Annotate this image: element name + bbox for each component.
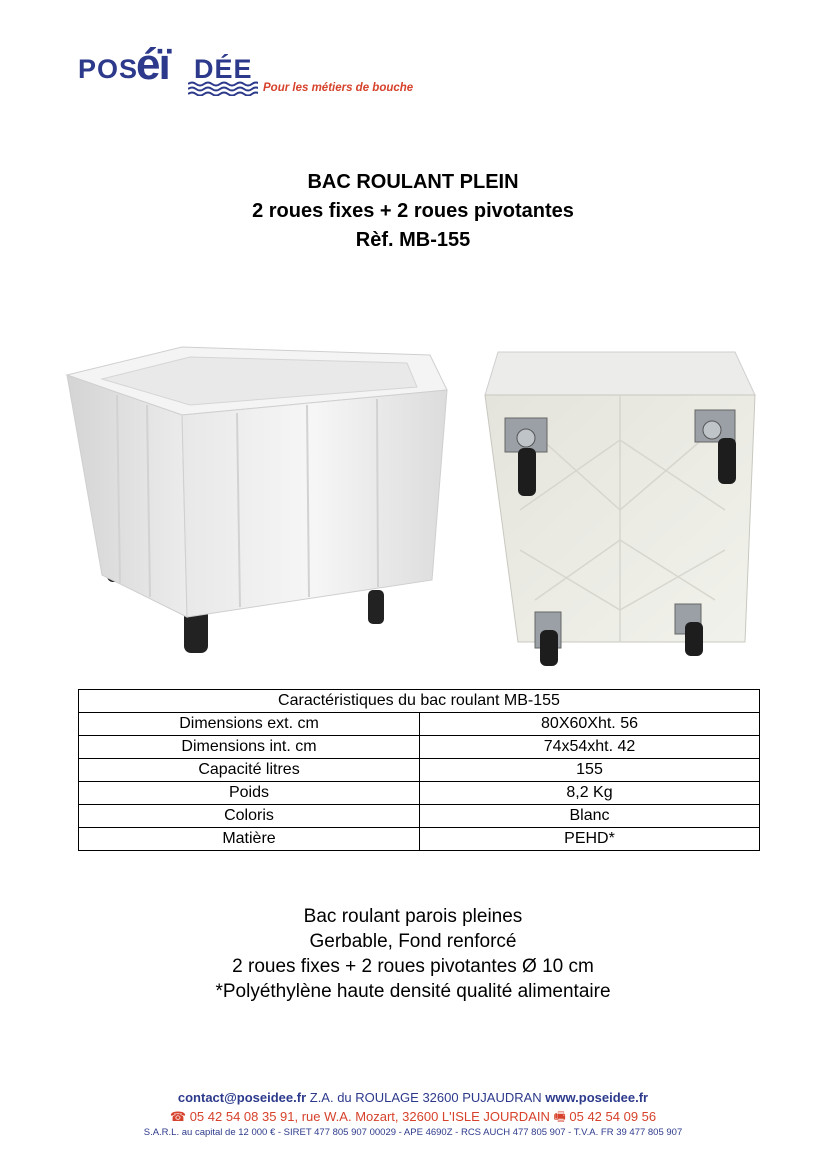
row-label: Capacité litres [79,759,420,782]
table-header-row [79,690,760,713]
product-title [0,168,826,255]
footer-phone: 05 42 54 08 35 91, rue W.A. Mozart, 32600 L'ISLE JOURDAIN [186,1109,554,1124]
footer-fax: 05 42 54 09 56 [565,1109,657,1124]
row-value: 80X60Xht. 56 [420,713,760,736]
row-value: Blanc [420,805,760,828]
logo-text-ei: éï [136,40,169,89]
row-label: Matière [79,828,420,851]
title-line-2: 2 roues fixes + 2 roues pivotantes [252,200,574,222]
product-photo-underside [480,350,770,680]
footer-address-1: Z.A. du ROULAGE 32600 PUJAUDRAN [306,1090,546,1105]
row-value: 74x54xht. 42 [420,736,760,759]
footer-legal: S.A.R.L. au capital de 12 000 € - SIRET 477 805 907 00029 - APE 4690Z - RCS AUCH 477 805 907 - T.V.A. FR 39 477 805 907 [143,1127,683,1138]
description-line-2: Gerbable, Fond renforcé [309,931,517,952]
row-value: 8,2 Kg [420,782,760,805]
row-value: PEHD* [420,828,760,851]
footer [0,1088,826,1140]
row-label: Poids [79,782,420,805]
product-description [0,904,826,1004]
table-header: Caractéristiques du bac roulant MB-155 [79,690,760,713]
description-line-3: 2 roues fixes + 2 roues pivotantes Ø 10 cm [232,956,594,977]
footer-line-1 [0,1088,826,1107]
row-label: Coloris [79,805,420,828]
spec-table [78,689,760,851]
table-row [79,759,760,782]
company-logo [78,40,438,110]
table-row [79,713,760,736]
website-link[interactable]: www.poseidee.fr [545,1090,649,1105]
table-row [79,828,760,851]
waves-icon [188,80,258,96]
logo-text-dee: DÉE [194,54,253,84]
row-label: Dimensions int. cm [79,736,420,759]
title-line-3: Rèf. MB-155 [355,229,471,251]
phone-icon: ☎ [169,1109,187,1124]
fax-icon: 🖷 [553,1109,566,1124]
product-photo-front [62,335,452,665]
table-row [79,782,760,805]
table-row [79,805,760,828]
logo-tagline: Pour les métiers de bouche [263,82,414,94]
footer-line-2 [0,1107,826,1126]
description-line-1: Bac roulant parois pleines [303,906,523,927]
email-link[interactable]: contact@poseidee.fr [177,1090,307,1105]
title-line-1: BAC ROULANT PLEIN [307,171,519,193]
row-value: 155 [420,759,760,782]
logo-text-pos: POS [78,54,139,84]
table-row [79,736,760,759]
description-line-4: *Polyéthylène haute densité qualité alimentaire [215,981,611,1002]
row-label: Dimensions ext. cm [79,713,420,736]
